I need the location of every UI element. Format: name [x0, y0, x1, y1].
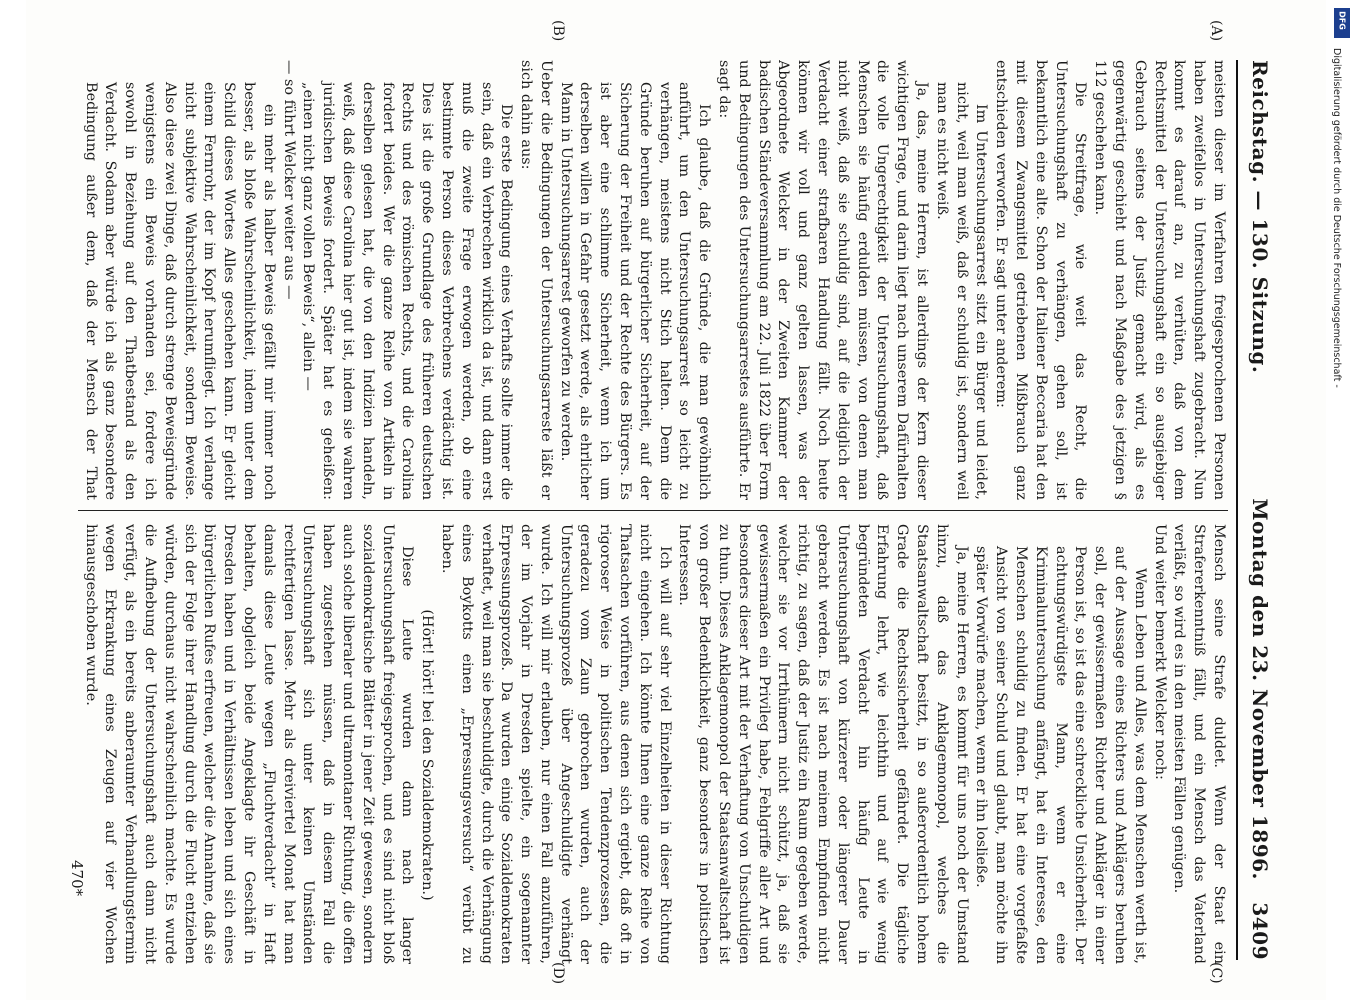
digitization-sidebar — [1331, 8, 1350, 992]
text-column-right — [78, 524, 1228, 964]
paragraph: Ja, das, meine Herren, ist allerdings der Kern dieser wichtigen Frage, und darin liegt nach unserem Dafürhalten die volle Ungerechtigkeit der Untersuchungshaft, daß Menschen sie häufig erdulden müssen, von denen man nicht weiß, daß sie schuldig sind, auf die lediglich der Verdacht einer strafbaren Handlung fällt. Noch heute können wir voll und ganz gelten lassen, was der Abgeordnete Welcker in der Zweiten Kammer der badischen Ständeversammlung am 22. Juli 1822 über Form und Bedingungen des Untersuchungsarrestes ausführte. Er sagt da: — [716, 60, 931, 500]
scanned-page — [26, 0, 1326, 1000]
dfg-logo-text: DFG — [1337, 11, 1347, 30]
paragraph: — so führt Welcker weiter aus — — [280, 60, 297, 300]
header-left: Reichstag. — 130. Sitzung. — [1248, 60, 1272, 374]
page-header — [1236, 60, 1278, 960]
quote: Im Untersuchungsarrest sitzt ein Bürger und leidet, nicht, weil man weiß, daß er schuldig ist, sondern weil man es nicht weiß. — [933, 82, 990, 500]
paragraph: Ich will auf sehr viel Einzelheiten in dieser Richtung nicht eingehen. Ich könnte Ihnen eine ganze Reihe von Thatsachen vorführen, aus denen sich ergiebt, daß oft in rigoroser Weise in politischen Tendenzprozessen, die geradezu vom Zaun gebrochen wurden, auch der Untersuchungsprozeß über Angeschuldigte verhängt wurde. Ich will mir erlauben, nur einen Fall anzuführen, der im Vorjahr in Dresden spielte, ein sogenannter Erpressungsprozeß. Da wurden einige Sozialdemokraten verhaftet, weil man sie beschuldigte, durch die Verhängung eines Boykotts einen „Erpressungsversuch“ verübt zu haben. — [438, 524, 673, 964]
dfg-logo — [1334, 8, 1350, 38]
header-date: Montag den 23. November 1896. — [1248, 498, 1272, 880]
digitization-credit: Digitalisierung gefördert durch die Deutsche Forschungsgemeinschaft - — [1331, 48, 1342, 388]
quote: Ich glaube, daß die Gründe, die man gewöhnlich anführt, um den Untersuchungsarrest so leicht zu verhängen, meistens nicht Stich halten. Denn die Gründe beruhen auf bürgerlicher Sicherheit, auf der Sicherung der Freiheit und der Rechte des Bürgers. Es ist aber eine schlimme Sicherheit, wenn ich um derselben willen in Gefahr gesetzt werde, als ehrlicher Mann in Untersuchungsarrest geworfen zu werden. — [557, 82, 713, 500]
quote: Die erste Bedingung eines Verhafts sollte immer die sein, daß ein Verbrechen wirklich da ist, und dann erst muß die zweite Frage erwogen werden, ob eine bestimmte Person dieses Verbrechens verdächtig ist. Dies ist die große Grundlage des früheren deutschen Rechts und des römischen Rechts, und die Carolina fordert beides. Wer die ganze Reihe von Artikeln in derselben gelesen hat, die von den Indizien handeln, weiß, daß diese Carolina hier gut ist, indem sie wahren juridischen Beweis fordert. Später hat es geheißen: „einen nicht ganz vollen Beweis“, allein — — [300, 82, 515, 500]
paragraph: Ja, meine Herren, es kommt für uns noch der Umstand hinzu, daß das Anklagemonopol, welches die Staatsanwaltschaft besitzt, in so außerordentlich hohem Grade die Rechtssicherheit gefährdet. Die tägliche Erfahrung lehrt, wie leichthin und auf wie wenig begründeten Verdacht hin häufig Leute in Untersuchungshaft von kürzerer oder längerer Dauer gebracht werden. Es ist nach meinem Empfinden nicht richtig, zu sagen, daß der Justiz ein Raum gegeben werde, welcher sie vor Irrthümern nicht schützt, ja, daß sie gewissermaßen ein Privileg habe, Fehlgriffe aller Art und besonders dieser Art mit der Verhaftung von Unschuldigen zu thun. Dieses Anklagemonopol der Staatsanwaltschaft ist von großer Bedenklichkeit, ganz besonders in politischen Interessen. — [676, 524, 970, 964]
sheet-number: 470* — [68, 860, 86, 897]
page-number: 3409 — [1248, 902, 1272, 960]
paragraph: Ueber die Bedingungen der Untersuchungsarreste läßt er sich dahin aus: — [518, 60, 554, 500]
paragraph: meisten dieser im Verfahren freigesprochenen Personen haben zweifellos in Untersuchungshaft zugebracht. Nun kommt es darauf an, zu verhüten, daß von dem Rechtsmittel der Untersuchungshaft ein so ausgiebiger Gebrauch seitens der Justiz gemacht wird, als es gegenwärtig geschieht und nach Maßgabe des jetzigen § 112 geschehen kann. — [1092, 60, 1227, 500]
paragraph: Diese Leute wurden dann nach langer Untersuchungshaft freigesprochen, und es sind nicht bloß sozialdemokratische Blätter in jener Zeit gewesen, sondern auch solche liberaler und ultramontaner Richtung, die offen haben zugestehen müssen, daß in diesem Fall die Untersuchungshaft sich unter keinen Umständen rechtfertigen lasse. Mehr als dreiviertel Monat hat man damals diese Leute wegen „Fluchtverdacht“ in Haft behalten, obgleich beide Angeklagte ihr Geschäft in Dresden haben und in Verhältnissen leben und sich eines bürgerlichen Rufes erfreuen, welcher die Annahme, daß sie sich der Folge ihrer Handlung durch die Flucht entziehen würden, durchaus nicht wahrscheinlich machte. Es wurde die Aufhebung der Untersuchungshaft auch dann nicht verfügt, als ein bereits anberaumter Verhandlungstermin wegen Erkrankung eines Zeugen auf vier Wochen hinausgeschoben wurde. — [82, 524, 416, 964]
quote: ein mehr als halber Beweis gefällt mir immer noch besser, als bloße Wahrscheinlichkeit, indem unter dem Schild dieses Wortes Alles geschehen kann. Er gleicht einem Fernrohr, der im Kopf herumfliegt. Ich verlange nicht subjektive Wahrscheinlichkeit, sondern Beweise. Also diese zwei Dinge, daß durch strenge Beweisgründe wenigstens ein Beweis vorhanden sei, fordere ich sowohl in Beziehung auf den Thatbestand als den Verdacht. Sodann aber würde ich als ganz besondere Bedingung außer dem, daß der Mensch der That — [82, 82, 277, 500]
paragraph: Mensch seine Strafe duldet. Wenn der Staat ein Strafererkenntniß fällt, und ein Mensch das Vaterland verläßt, so wird es in den meisten Fällen genügen. — [1171, 524, 1227, 964]
interjection: (Hört! hört! bei den Sozialdemokraten.) — [419, 609, 436, 901]
text-column-left — [78, 60, 1228, 500]
paragraph: Die Streitfrage, wie weit das Recht, die Untersuchungshaft zu verhängen, gehen soll, ist bekanntlich eine alte. Schon der Italiener Beccaria hat den mit diesem Zwangsmittel getriebenen Mißbrauch ganz entschieden verworfen. Er sagt unter anderem: — [993, 60, 1089, 500]
column-divider — [78, 510, 1228, 511]
margin-letter-a: (A) — [1208, 20, 1224, 42]
paragraph: Und weiter bemerkt Welcker noch: — [1151, 524, 1168, 780]
margin-letter-b: (B) — [550, 20, 566, 42]
margin-letter-c: (C) — [1208, 962, 1224, 984]
quote: Wenn Leben und Alles, was dem Menschen werth ist, auf der Aussage eines Richters und Anklägers beruhen soll, der gewissermaßen Richter und Ankläger in einer Person ist, so ist das eine schreckliche Unsicherheit. Der achtungswürdigste Mann, wenn er eine Kriminaluntersuchung anfängt, hat ein Interesse, den Menschen schuldig zu finden. Er hat eine vorgefaßte Ansicht von seiner Schuld und glaubt, man möchte ihn später Vorwürfe machen, wenn er ihn losließe. — [973, 546, 1148, 964]
margin-letter-d: (D) — [550, 962, 566, 985]
